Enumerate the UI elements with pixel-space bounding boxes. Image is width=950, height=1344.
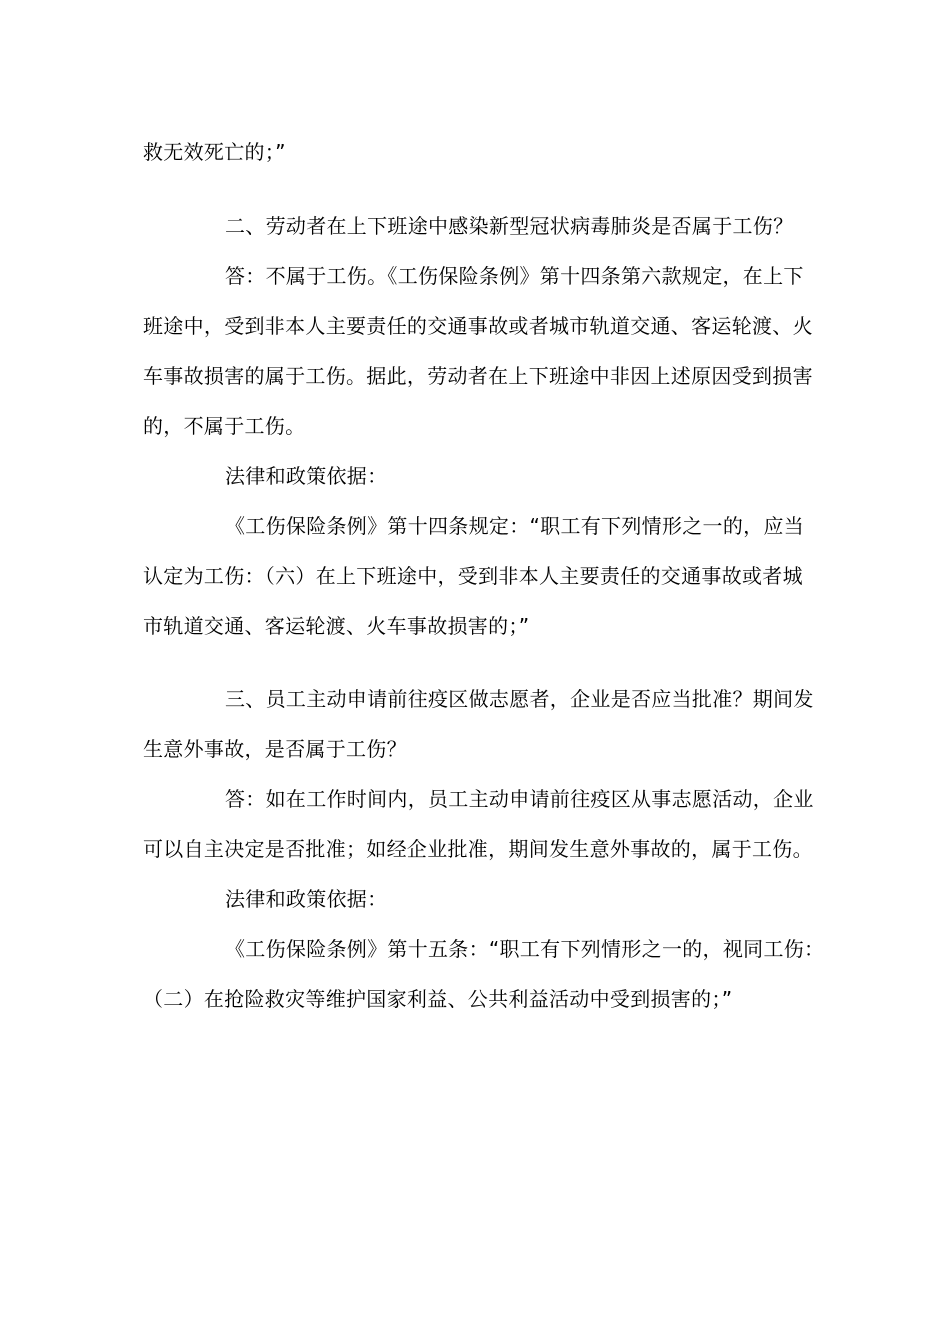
- legal-basis-2-line-3: 市轨道交通、客运轮渡、火车事故损害的；”: [143, 614, 530, 638]
- answer-2-line-4: 的，不属于工伤。: [143, 414, 306, 438]
- text-line-continuation: 救无效死亡的；”: [143, 140, 286, 164]
- answer-2-line-2: 班途中，受到非本人主要责任的交通事故或者城市轨道交通、客运轮渡、火: [143, 314, 813, 338]
- legal-basis-3-line-1: 《工伤保险条例》第十五条：“职工有下列情形之一的，视同工伤：: [225, 937, 825, 961]
- legal-basis-2-line-2: 认定为工伤：（六）在上下班途中，受到非本人主要责任的交通事故或者城: [143, 564, 803, 588]
- answer-2-line-1: 答：不属于工伤。《工伤保险条例》第十四条第六款规定，在上下: [225, 264, 804, 288]
- answer-3-line-2: 可以自主决定是否批准；如经企业批准，期间发生意外事故的，属于工伤。: [143, 837, 813, 861]
- legal-basis-label-3: 法律和政策依据：: [225, 887, 388, 911]
- answer-3-line-1: 答：如在工作时间内，员工主动申请前往疫区从事志愿活动，企业: [225, 787, 814, 811]
- answer-2-line-3: 车事故损害的属于工伤。据此，劳动者在上下班途中非因上述原因受到损害: [143, 364, 813, 388]
- question-3-heading: 三、员工主动申请前往疫区做志愿者，企业是否应当批准？期间发: [225, 687, 814, 711]
- legal-basis-label-2: 法律和政策依据：: [225, 464, 388, 488]
- legal-basis-2-line-1: 《工伤保险条例》第十四条规定：“职工有下列情形之一的，应当: [225, 514, 805, 538]
- question-2-heading: 二、劳动者在上下班途中感染新型冠状病毒肺炎是否属于工伤？: [225, 214, 794, 238]
- question-3-heading-cont: 生意外事故，是否属于工伤？: [143, 737, 407, 761]
- legal-basis-3-line-2: （二）在抢险救灾等维护国家利益、公共利益活动中受到损害的；”: [143, 987, 733, 1011]
